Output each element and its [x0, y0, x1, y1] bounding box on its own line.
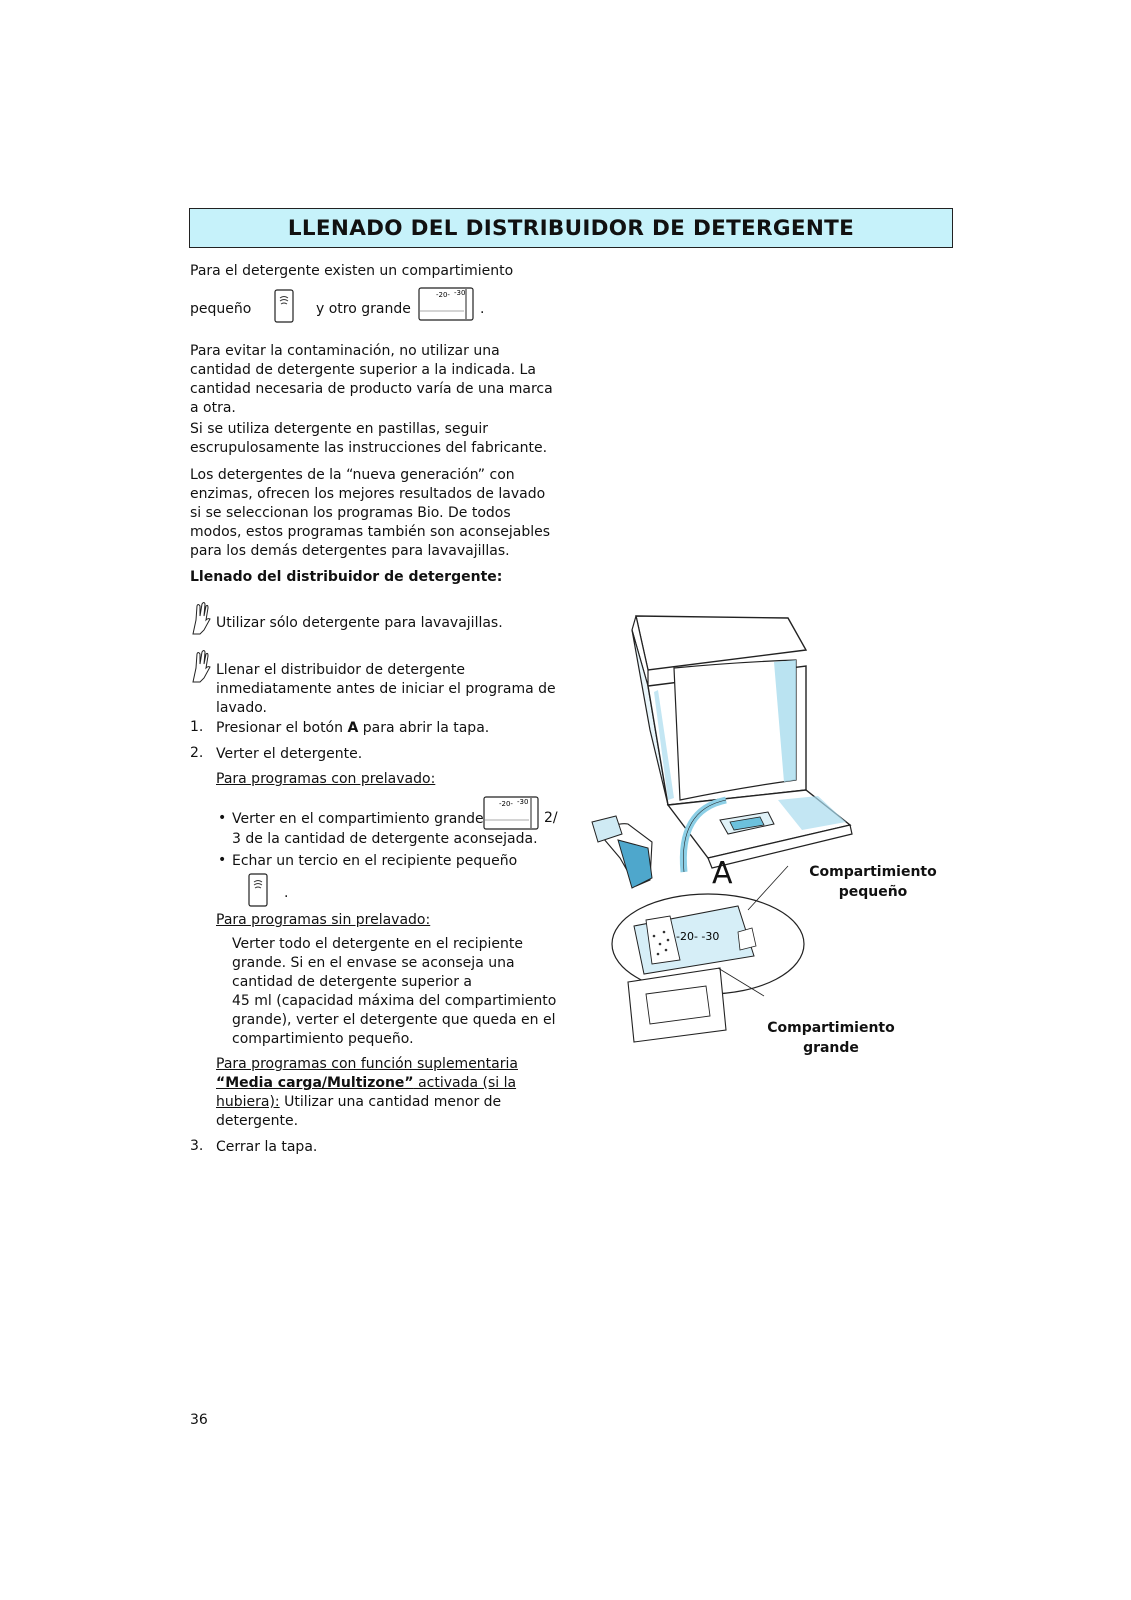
noprewash-line-4: 45 ml (capacidad máxima del compartimiento [232, 993, 557, 1009]
bullet1-text: Verter en el compartimiento grande [232, 811, 484, 827]
dishwasher-illustration [588, 610, 888, 1074]
step2-number: 2. [190, 745, 204, 761]
page-title: LLENADO DEL DISTRIBUIDOR DE DETERGENTE [287, 215, 855, 241]
icon-mark-30: -30 [454, 289, 466, 297]
small-compartment-icon [248, 873, 268, 911]
callout-small-line-2: pequeño [838, 884, 908, 900]
small-compartment-icon [274, 289, 294, 327]
hand-note-icon [190, 648, 212, 688]
callout-large-line-2: grande [803, 1040, 859, 1056]
bullet1-continuation: 3 de la cantidad de detergente aconsejada. [232, 831, 538, 847]
large-compartment-icon [418, 287, 476, 325]
paragraph-contamination: Para evitar la contaminación, no utilizar una cantidad de detergente superior a la indicada. La cantidad necesaria de producto varía de una marca a otra. [190, 343, 553, 416]
note-fill-before-text: Llenar el distribuidor de detergente inmediatamente antes de iniciar el programa de lavado. [216, 662, 556, 716]
paragraph-enzymes: Los detergentes de la “nueva generación” con enzimas, ofrecen los mejores resultados de lavado si se seleccionan los programas Bio. De todos modos, estos programas también son aconsejables para los demás detergentes para lavavajillas. [190, 467, 551, 559]
step3-number: 3. [190, 1138, 204, 1154]
noprewash-line-5: grande), verter el detergente que queda en el [232, 1012, 556, 1028]
intro-line: Para el detergente existen un compartimiento [190, 263, 514, 279]
bullet2-end: . [284, 885, 289, 901]
step1-number: 1. [190, 719, 204, 735]
icon-mark-20: -20- [499, 800, 513, 808]
prewash-heading: Para programas con prelavado: [216, 771, 436, 787]
button-a-label: A [712, 856, 733, 891]
halfload-line-4: detergente. [216, 1113, 299, 1129]
noprewash-line-6: compartimiento pequeño. [232, 1031, 414, 1047]
large-compartment-icon [483, 796, 541, 834]
large-compartment-label: y otro grande [316, 301, 411, 317]
noprewash-line-2: grande. Si en el envase se aconseja una [232, 955, 515, 971]
paragraph-tablets: Si se utiliza detergente en pastillas, seguir escrupulosamente las instrucciones del fabricante. [190, 421, 548, 456]
note-dishwasher-detergent: Utilizar sólo detergente para lavavajillas. [216, 615, 503, 631]
callout-large-compartment [766, 1018, 896, 1058]
bullet2-text: Echar un tercio en el recipiente pequeño [232, 853, 518, 869]
step3-text: Cerrar la tapa. [216, 1139, 318, 1155]
small-compartment-label: pequeño [190, 301, 252, 317]
step2-text: Verter el detergente. [216, 746, 363, 762]
callout-large-line-1: Compartimiento [767, 1020, 895, 1036]
step1-text [216, 719, 586, 738]
step1-pre: Presionar el botón [216, 720, 348, 736]
halfload-line-3-ul: hubiera): [216, 1094, 280, 1110]
halfload-line-1: Para programas con función suplementaria [216, 1056, 518, 1072]
callout-small-line-1: Compartimiento [809, 864, 937, 880]
halfload-line-2 [216, 1074, 566, 1093]
bullet1-fraction: 2/ [544, 810, 558, 826]
halfload-line-3-rest: Utilizar una cantidad menor de [279, 1094, 502, 1110]
icon-mark-30: -30 [517, 798, 529, 806]
hand-note-icon [190, 600, 212, 640]
halfload-line-3 [216, 1093, 566, 1112]
step1-post: para abrir la tapa. [358, 720, 490, 736]
icon-mark-20: -20- [436, 291, 450, 299]
dispenser-volume-marks: -20- -30 [676, 930, 720, 943]
note-fill-before [216, 661, 560, 718]
noprewash-line-1: Verter todo el detergente en el recipiente [232, 936, 524, 952]
halfload-line-2-rest: activada (si la [413, 1075, 517, 1091]
page-number: 36 [190, 1412, 208, 1428]
noprewash-heading: Para programas sin prelavado: [216, 912, 431, 928]
callout-small-compartment [808, 862, 938, 902]
intro-end: . [480, 301, 485, 317]
step1-button-a: A [347, 720, 359, 736]
section-title-box [189, 208, 953, 248]
bullet-dot: • [218, 810, 227, 826]
subheading: Llenado del distribuidor de detergente: [190, 569, 503, 585]
halfload-option-name: “Media carga/Multizone” [216, 1075, 414, 1091]
bullet-dot: • [218, 852, 227, 868]
noprewash-line-3: cantidad de detergente superior a [232, 974, 472, 990]
